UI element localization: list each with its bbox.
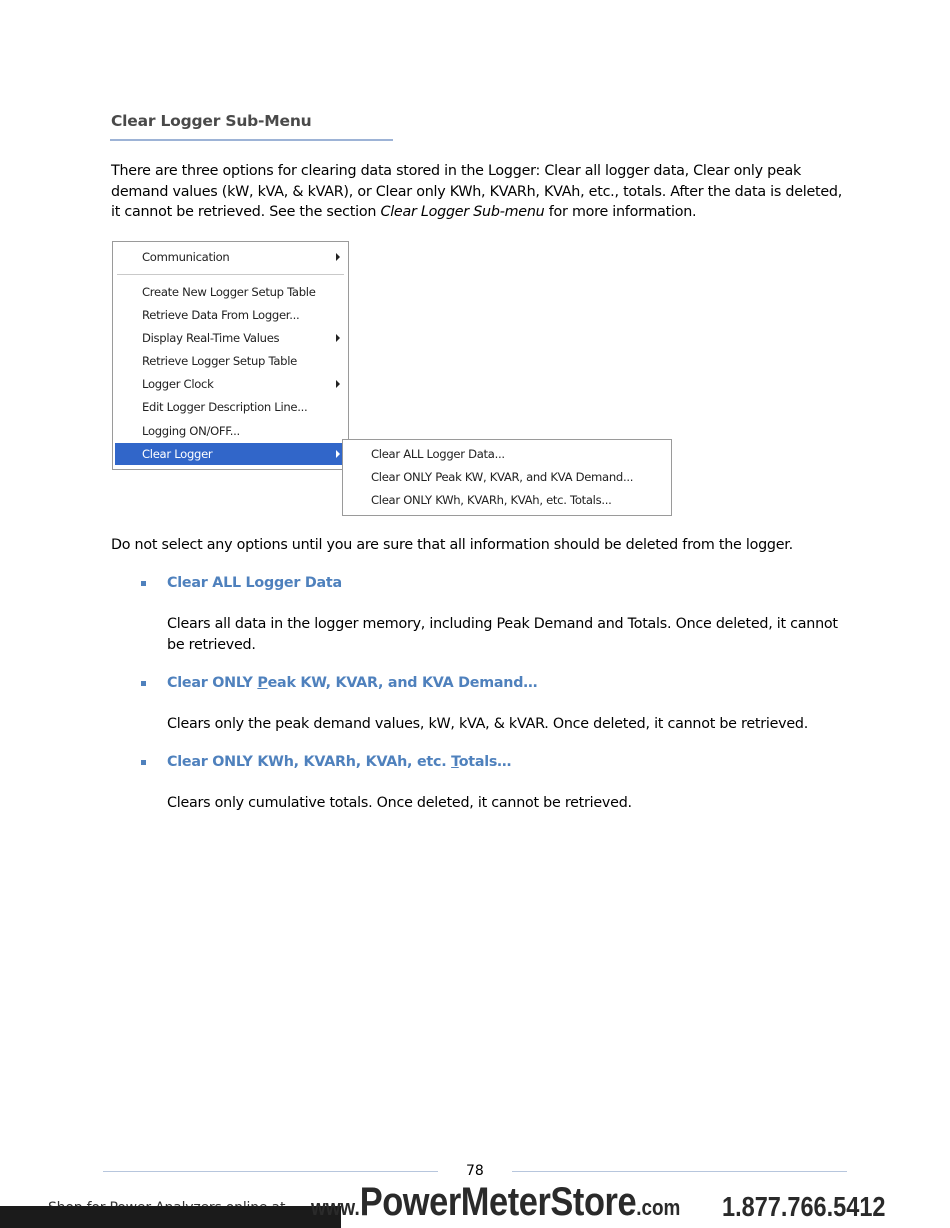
option-title-accelerator: T — [451, 754, 459, 770]
bullet-icon — [141, 681, 146, 686]
menu-item-label: Edit Logger Description Line... — [142, 400, 308, 414]
intro-text: There are three options for clearing data stored in the Logger: Clear all logger data, Clear only peak demand values (kW, kVA, & kVAR), or Clear only KWh, KVARh, KVAh, etc., totals. After the data is deleted, it cannot be retrieved. See the section — [111, 163, 843, 220]
context-menu — [112, 241, 349, 470]
menu-item-retrieve-setup-table[interactable] — [115, 350, 346, 372]
section-heading: Clear Logger Sub-Menu — [111, 112, 312, 130]
footer-rule-left — [103, 1171, 438, 1172]
submenu-item-clear-all[interactable]: Clear ALL Logger Data... — [371, 447, 505, 461]
menu-item-edit-description[interactable] — [115, 396, 346, 418]
menu-item-label: Logging ON/OFF... — [142, 424, 240, 438]
promo-strip — [0, 1206, 341, 1228]
menu-item-logging-on-off[interactable] — [115, 420, 346, 442]
option-title-clear-all — [167, 575, 342, 591]
brand-name: PowerMeterStore — [359, 1180, 637, 1224]
menu-item-label: Display Real-Time Values — [142, 331, 280, 345]
menu-item-label: Create New Logger Setup Table — [142, 285, 316, 299]
menu-item-retrieve-data[interactable] — [115, 304, 346, 326]
option-description-clear-totals: Clears only cumulative totals. Once deleted, it cannot be retrieved. — [167, 795, 632, 811]
submenu-arrow-icon — [336, 450, 340, 458]
option-title-accelerator: P — [257, 675, 268, 691]
submenu-arrow-icon — [336, 334, 340, 342]
menu-item-label: Communication — [142, 250, 230, 264]
menu-item-clear-logger[interactable] — [115, 443, 346, 465]
submenu-arrow-icon — [336, 253, 340, 261]
footer-rule-right — [512, 1171, 847, 1172]
intro-reference: Clear Logger Sub-menu — [380, 204, 545, 220]
page-number: 78 — [466, 1163, 484, 1179]
brand-link[interactable] — [311, 1180, 680, 1228]
menu-item-display-real-time[interactable] — [115, 327, 346, 349]
intro-paragraph — [111, 161, 851, 223]
menu-separator — [117, 274, 344, 275]
menu-item-communication[interactable] — [115, 246, 346, 268]
heading-underline — [110, 139, 393, 141]
bullet-icon — [141, 581, 146, 586]
option-description-clear-all: Clears all data in the logger memory, including Peak Demand and Totals. Once deleted, it cannot be retrieved. — [167, 616, 838, 653]
option-title-text: Clear ALL Logger Data — [167, 575, 342, 591]
submenu-item-clear-totals[interactable]: Clear ONLY KWh, KVARh, KVAh, etc. Totals... — [371, 493, 612, 507]
warning-paragraph: Do not select any options until you are sure that all information should be deleted from the logger. — [111, 537, 793, 553]
phone-number: 1.877.766.5412 — [722, 1191, 886, 1222]
brand-www: www. — [311, 1195, 360, 1220]
bullet-icon — [141, 760, 146, 765]
option-title-clear-totals — [167, 754, 511, 770]
menu-item-label: Logger Clock — [142, 377, 214, 391]
intro-text-end: for more information. — [544, 204, 697, 220]
option-title-text: Clear ONLY KWh, KVARh, KVAh, etc. — [167, 754, 452, 770]
submenu-arrow-icon — [336, 380, 340, 388]
submenu-item-clear-peak-demand[interactable]: Clear ONLY Peak KW, KVAR, and KVA Demand... — [371, 470, 634, 484]
option-title-text: Clear ONLY — [167, 675, 258, 691]
clear-logger-submenu — [342, 439, 672, 516]
option-description-clear-peak: Clears only the peak demand values, kW, kVA, & kVAR. Once deleted, it cannot be retrieved. — [167, 716, 808, 732]
menu-item-logger-clock[interactable] — [115, 373, 346, 395]
brand-com: .com — [636, 1195, 681, 1220]
option-title-clear-peak — [167, 675, 537, 691]
menu-item-create-setup-table[interactable] — [115, 281, 346, 303]
option-title-text-end: otals… — [458, 754, 512, 770]
menu-item-label: Retrieve Logger Setup Table — [142, 354, 297, 368]
menu-item-label: Clear Logger — [142, 447, 213, 461]
option-title-text-end: eak KW, KVAR, and KVA Demand… — [267, 675, 538, 691]
menu-item-label: Retrieve Data From Logger... — [142, 308, 300, 322]
